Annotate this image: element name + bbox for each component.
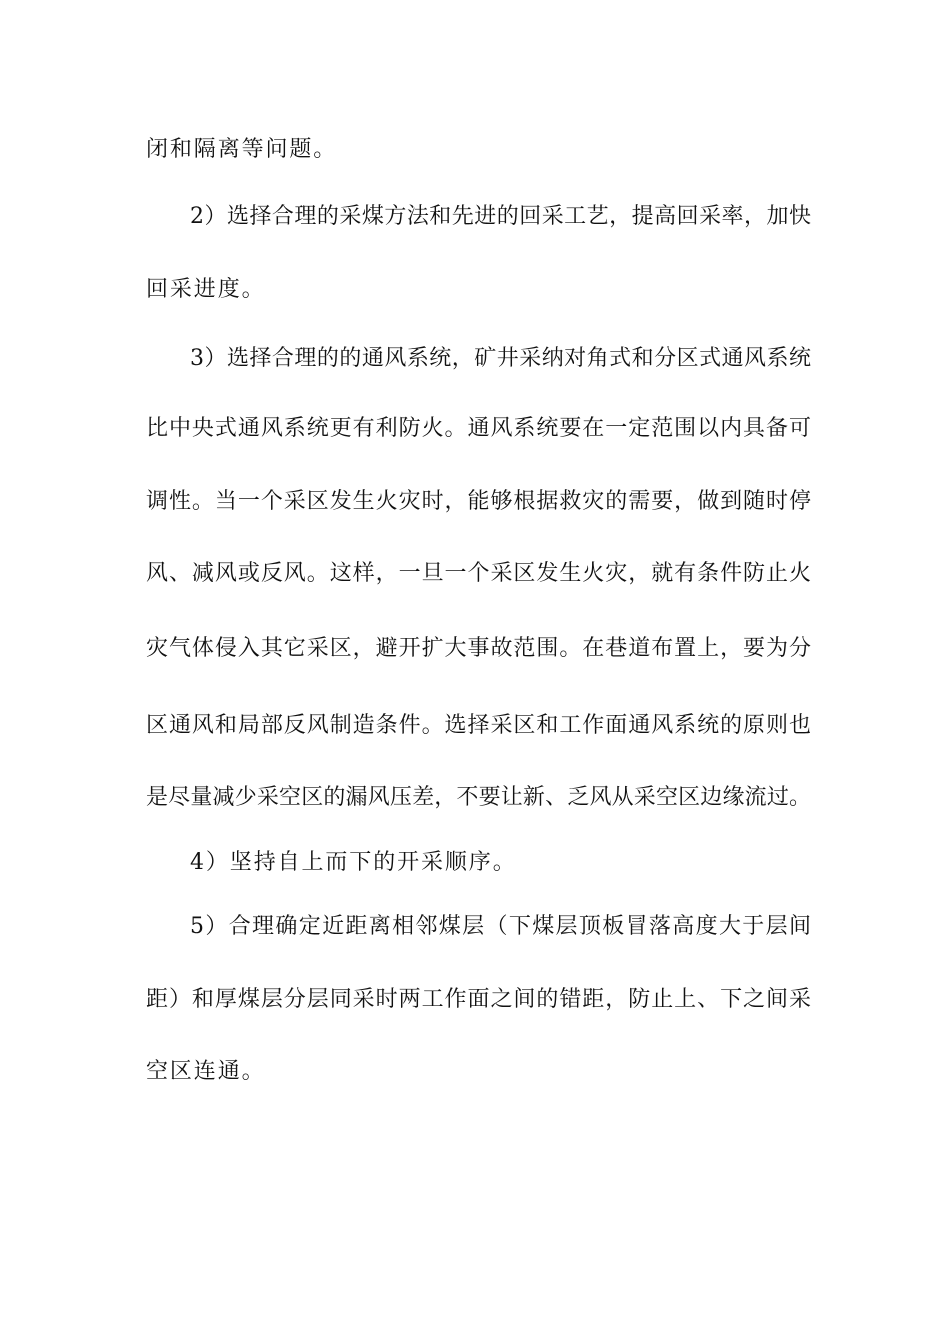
- paragraph-line-14: 空区连通。: [146, 1059, 266, 1084]
- paragraph-line-4: 3）选择合理的的通风系统，矿井采纳对角式和分区式通风系统: [190, 346, 811, 371]
- paragraph-line-6: 调性。当一个采区发生火灾时，能够根据救灾的需要，做到随时停: [146, 489, 811, 514]
- paragraph-line-5: 比中央式通风系统更有利防火。通风系统要在一定范围以内具备可: [146, 416, 811, 441]
- paragraph-line-13: 距）和厚煤层分层同采时两工作面之间的错距，防止上、下之间采: [146, 987, 811, 1012]
- paragraph-line-12: 5）合理确定近距离相邻煤层（下煤层顶板冒落高度大于层间: [190, 914, 811, 939]
- paragraph-line-10: 是尽量减少采空区的漏风压差，不要让新、乏风从采空区边缘流过。: [146, 785, 811, 810]
- paragraph-line-11: 4）坚持自上而下的开采顺序。: [190, 850, 517, 875]
- paragraph-line-9: 区通风和局部反风制造条件。选择采区和工作面通风系统的原则也: [146, 713, 811, 738]
- paragraph-line-8: 灾气体侵入其它采区，避开扩大事故范围。在巷道布置上，要为分: [146, 636, 811, 661]
- paragraph-line-1: 闭和隔离等问题。: [146, 137, 338, 162]
- paragraph-line-7: 风、减风或反风。这样，一旦一个采区发生火灾，就有条件防止火: [146, 561, 811, 586]
- paragraph-line-2: 2）选择合理的采煤方法和先进的回采工艺，提高回采率，加快: [190, 204, 811, 229]
- paragraph-line-3: 回采进度。: [146, 277, 266, 302]
